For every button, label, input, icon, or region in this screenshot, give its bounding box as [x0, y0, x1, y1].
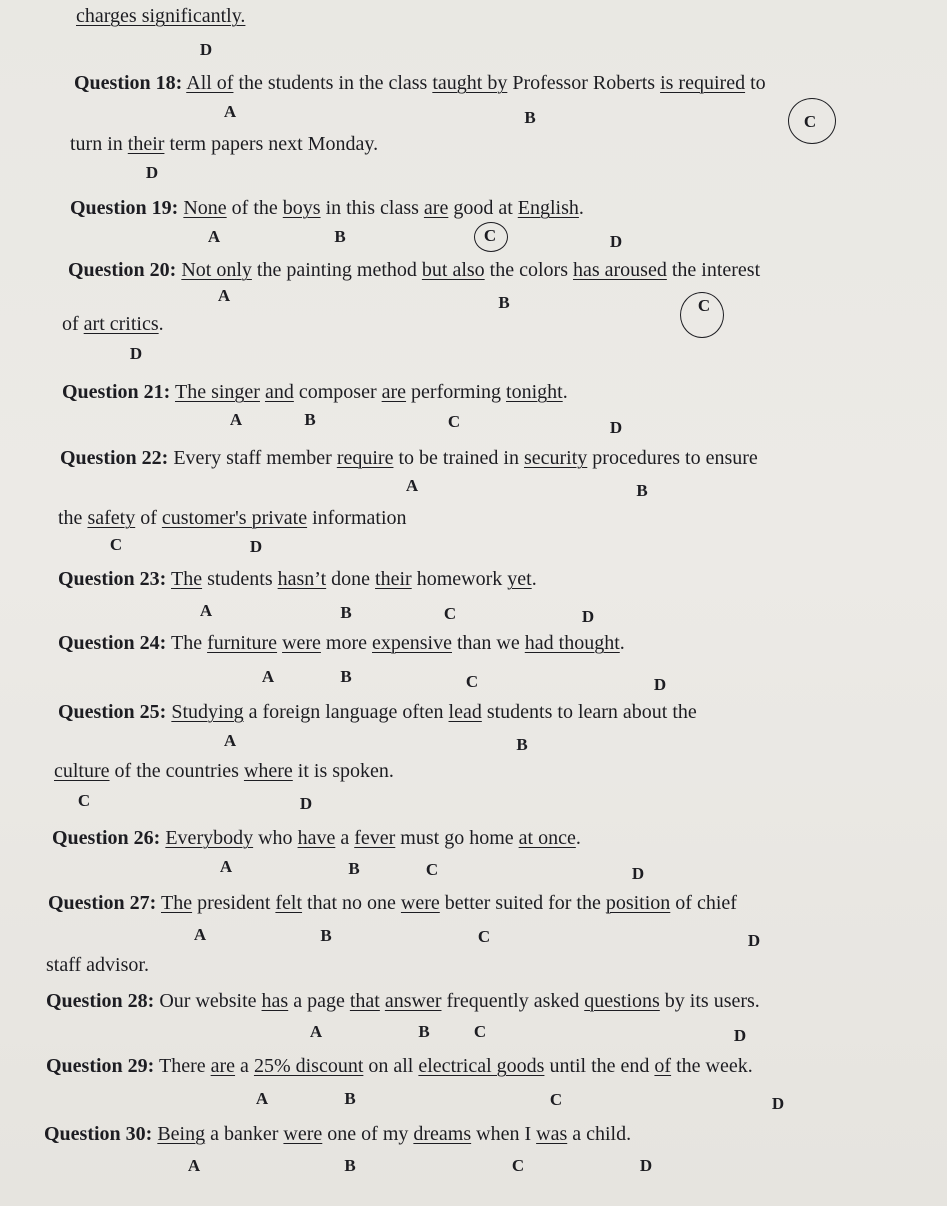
q21-text: performing: [411, 381, 502, 403]
q23-label-b: B: [340, 603, 352, 622]
q20-label-c: C: [697, 296, 711, 315]
q21-text: composer: [298, 381, 377, 403]
q24-part-a: furniture: [207, 632, 278, 654]
q27-label-a: A: [193, 925, 207, 944]
q27-number: Question 27:: [48, 892, 157, 914]
q27-text: of chief: [675, 892, 737, 914]
q22-label-d: D: [249, 537, 263, 556]
q22-line2: [58, 506, 407, 530]
q20-line2: [62, 312, 164, 336]
q18-part-b: taught by: [432, 72, 508, 94]
q20-text: .: [158, 313, 164, 335]
q19-part-d: English: [517, 197, 579, 219]
q28-label-b: B: [418, 1022, 430, 1041]
q22-text: of: [140, 507, 157, 529]
q25-label-c: C: [77, 791, 91, 810]
q22-text: to be trained in: [398, 447, 519, 469]
q22-line1: [60, 446, 758, 470]
q21-label-a: A: [229, 410, 243, 429]
q28-text: Our website: [159, 990, 257, 1012]
q19-part-a: None: [183, 197, 227, 219]
q29-text: There: [158, 1055, 206, 1077]
q26-part-c: fever: [354, 827, 396, 849]
q24-text: more: [325, 632, 368, 654]
q23-part-c: their: [375, 568, 412, 590]
q24-number: Question 24:: [58, 632, 167, 654]
q20-label-a: A: [217, 286, 231, 305]
q22-part-b: security: [523, 447, 588, 469]
q19-label-b: B: [334, 227, 346, 246]
q30-part-d: was: [536, 1123, 568, 1145]
q27-text: staff advisor.: [46, 954, 149, 976]
q21-part-b: and: [264, 381, 294, 403]
q29-part-d: of: [654, 1055, 672, 1077]
q26-text: a: [340, 827, 350, 849]
q28-part-d: questions: [584, 990, 660, 1012]
q21-part-d: tonight: [506, 381, 563, 403]
q19-label-c: C: [483, 226, 497, 245]
q19-text: in this class: [325, 197, 419, 219]
q26-part-a: Everybody: [165, 827, 254, 849]
q30-label-d: D: [639, 1156, 653, 1175]
q28-part-b: that: [349, 990, 380, 1012]
q23-label-c: C: [443, 604, 457, 623]
q19-label-d: D: [609, 232, 623, 251]
q20-part-d: art critics: [83, 313, 159, 335]
q29-part-b: 25% discount: [253, 1055, 364, 1077]
q18-label-a: A: [223, 102, 237, 121]
q28-number: Question 28:: [46, 990, 155, 1012]
q20-part-b: but also: [421, 259, 485, 281]
q26-part-d: at once: [518, 827, 576, 849]
q25-part-c: culture: [54, 760, 110, 782]
q25-text: a foreign language often: [248, 701, 444, 723]
q26-label-c: C: [425, 860, 439, 879]
q19-part-b: boys: [282, 197, 321, 219]
q25-part-b: lead: [448, 701, 482, 723]
q22-text: Every staff member: [173, 447, 332, 469]
q28-label-a: A: [309, 1022, 323, 1041]
q26-label-d: D: [631, 864, 645, 883]
q29-part-c: electrical goods: [418, 1055, 545, 1077]
q23-part-a: The: [170, 568, 203, 590]
q20-label-b: B: [498, 293, 510, 312]
q30-text: a banker: [210, 1123, 279, 1145]
q21-line1: [62, 380, 568, 404]
q22-number: Question 22:: [60, 447, 169, 469]
q27-text: that no one: [307, 892, 396, 914]
q29-label-c: C: [549, 1090, 563, 1109]
q18-line2: [70, 132, 378, 156]
q23-text: done: [331, 568, 371, 590]
q27-part-b: felt: [275, 892, 303, 914]
q30-line1: [44, 1122, 631, 1146]
q18-text: Professor Roberts: [512, 72, 656, 94]
q22-text: information: [312, 507, 407, 529]
q18-text: term papers next Monday.: [169, 133, 379, 155]
q25-line1: [58, 700, 697, 724]
q28-text: by its users.: [664, 990, 760, 1012]
q21-label-b: B: [304, 410, 316, 429]
q26-number: Question 26:: [52, 827, 161, 849]
q30-number: Question 30:: [44, 1123, 153, 1145]
q25-line2: [54, 759, 394, 783]
q18-part-a: All of: [186, 72, 234, 94]
q27-part-d: position: [605, 892, 671, 914]
q21-part-a: The singer: [174, 381, 260, 403]
q30-text: one of my: [327, 1123, 409, 1145]
q21-label-c: C: [447, 412, 461, 431]
q28-label-d: D: [733, 1026, 747, 1045]
q29-part-a: are: [210, 1055, 236, 1077]
q22-part-a: require: [336, 447, 394, 469]
q19-label-a: A: [207, 227, 221, 246]
q24-text: than we: [457, 632, 520, 654]
q28-text: frequently asked: [446, 990, 580, 1012]
q22-text: the: [58, 507, 83, 529]
q19-text: good at: [453, 197, 513, 219]
q23-line1: [58, 567, 537, 591]
q18-line1: [74, 71, 766, 95]
q25-label-d: D: [299, 794, 313, 813]
q25-text: students to learn about the: [486, 701, 697, 723]
q20-part-c: has aroused: [572, 259, 667, 281]
q18-part-c: is required: [660, 72, 746, 94]
q26-line1: [52, 826, 581, 850]
q25-label-a: A: [223, 731, 237, 750]
q29-text: on all: [368, 1055, 414, 1077]
q18-number: Question 18:: [74, 72, 183, 94]
q29-label-a: A: [255, 1089, 269, 1108]
q21-text: .: [562, 381, 568, 403]
q18-text: the students in the class: [238, 72, 428, 94]
q23-label-a: A: [199, 601, 213, 620]
q23-part-d: yet: [507, 568, 532, 590]
q27-label-d: D: [747, 931, 761, 950]
q27-text: president: [197, 892, 271, 914]
q19-text: of the: [231, 197, 278, 219]
q17-label-d: D: [199, 40, 213, 59]
q18-label-d: D: [145, 163, 159, 182]
q26-part-b: have: [297, 827, 336, 849]
q18-label-c: C: [803, 112, 817, 131]
q23-text: students: [207, 568, 273, 590]
q30-part-c: dreams: [413, 1123, 472, 1145]
q22-part-c: safety: [87, 507, 136, 529]
q26-label-b: B: [348, 859, 360, 878]
q18-part-d: their: [127, 133, 165, 155]
q25-part-d: where: [243, 760, 293, 782]
q22-label-b: B: [636, 481, 648, 500]
q18-text: to: [750, 72, 766, 94]
q30-label-a: A: [187, 1156, 201, 1175]
q25-number: Question 25:: [58, 701, 167, 723]
q30-part-a: Being: [157, 1123, 206, 1145]
q24-label-a: A: [261, 667, 275, 686]
q29-text: until the end: [549, 1055, 650, 1077]
q20-part-a: Not only: [181, 259, 252, 281]
q25-part-a: Studying: [171, 701, 244, 723]
q26-text: who: [258, 827, 293, 849]
q24-part-b: were: [282, 632, 321, 654]
q24-text: The: [170, 632, 203, 654]
q27-line1: [48, 891, 737, 915]
q30-label-c: C: [511, 1156, 525, 1175]
q29-label-b: B: [344, 1089, 356, 1108]
q23-number: Question 23:: [58, 568, 167, 590]
q20-text: the painting method: [256, 259, 417, 281]
q25-text: of the countries: [114, 760, 239, 782]
q29-line1: [46, 1054, 753, 1078]
q26-label-a: A: [219, 857, 233, 876]
q24-part-d: had thought: [524, 632, 620, 654]
q23-label-d: D: [581, 607, 595, 626]
q22-label-c: C: [109, 535, 123, 554]
q27-label-c: C: [477, 927, 491, 946]
q27-text: better suited for the: [444, 892, 601, 914]
q25-label-b: B: [516, 735, 528, 754]
q21-number: Question 21:: [62, 381, 171, 403]
q18-label-b: B: [524, 108, 536, 127]
q17-tail-text: charges significantly.: [76, 5, 246, 27]
q27-part-a: The: [160, 892, 193, 914]
q24-label-c: C: [465, 672, 479, 691]
q27-part-c: were: [400, 892, 440, 914]
q28-label-c: C: [473, 1022, 487, 1041]
q20-label-d: D: [129, 344, 143, 363]
q29-number: Question 29:: [46, 1055, 155, 1077]
q30-text: when I: [476, 1123, 532, 1145]
q23-text: .: [531, 568, 537, 590]
q28-text: a page: [293, 990, 345, 1012]
q29-label-d: D: [771, 1094, 785, 1113]
q20-text: the colors: [489, 259, 568, 281]
q29-text: the week.: [676, 1055, 753, 1077]
q19-number: Question 19:: [70, 197, 179, 219]
q27-label-b: B: [320, 926, 332, 945]
q21-part-c: are: [381, 381, 407, 403]
q28-part-c: answer: [384, 990, 442, 1012]
q30-part-b: were: [283, 1123, 323, 1145]
q26-text: .: [575, 827, 581, 849]
q28-line1: [46, 989, 760, 1013]
q20-number: Question 20:: [68, 259, 177, 281]
q17-tail-line: [76, 4, 245, 28]
q24-line1: [58, 631, 625, 655]
q24-label-b: B: [340, 667, 352, 686]
q18-text: turn in: [70, 133, 123, 155]
q20-line1: [68, 258, 760, 282]
q23-text: homework: [416, 568, 503, 590]
q25-text: it is spoken.: [297, 760, 394, 782]
q19-line1: [70, 196, 584, 220]
q27-line2: [46, 953, 149, 977]
q26-text: must go home: [400, 827, 514, 849]
q24-text: .: [619, 632, 625, 654]
q21-label-d: D: [609, 418, 623, 437]
q28-part-a: has: [261, 990, 289, 1012]
q19-text: .: [578, 197, 584, 219]
q19-part-c: are: [423, 197, 449, 219]
q30-label-b: B: [344, 1156, 356, 1175]
q22-label-a: A: [405, 476, 419, 495]
q22-part-d: customer's private: [161, 507, 308, 529]
q22-text: procedures to ensure: [592, 447, 758, 469]
q23-part-b: hasn’t: [277, 568, 327, 590]
q24-label-d: D: [653, 675, 667, 694]
q29-text: a: [240, 1055, 249, 1077]
q20-text: of: [62, 313, 79, 335]
q30-text: a child.: [572, 1123, 632, 1145]
q24-part-c: expensive: [372, 632, 452, 654]
q20-text: the interest: [671, 259, 761, 281]
